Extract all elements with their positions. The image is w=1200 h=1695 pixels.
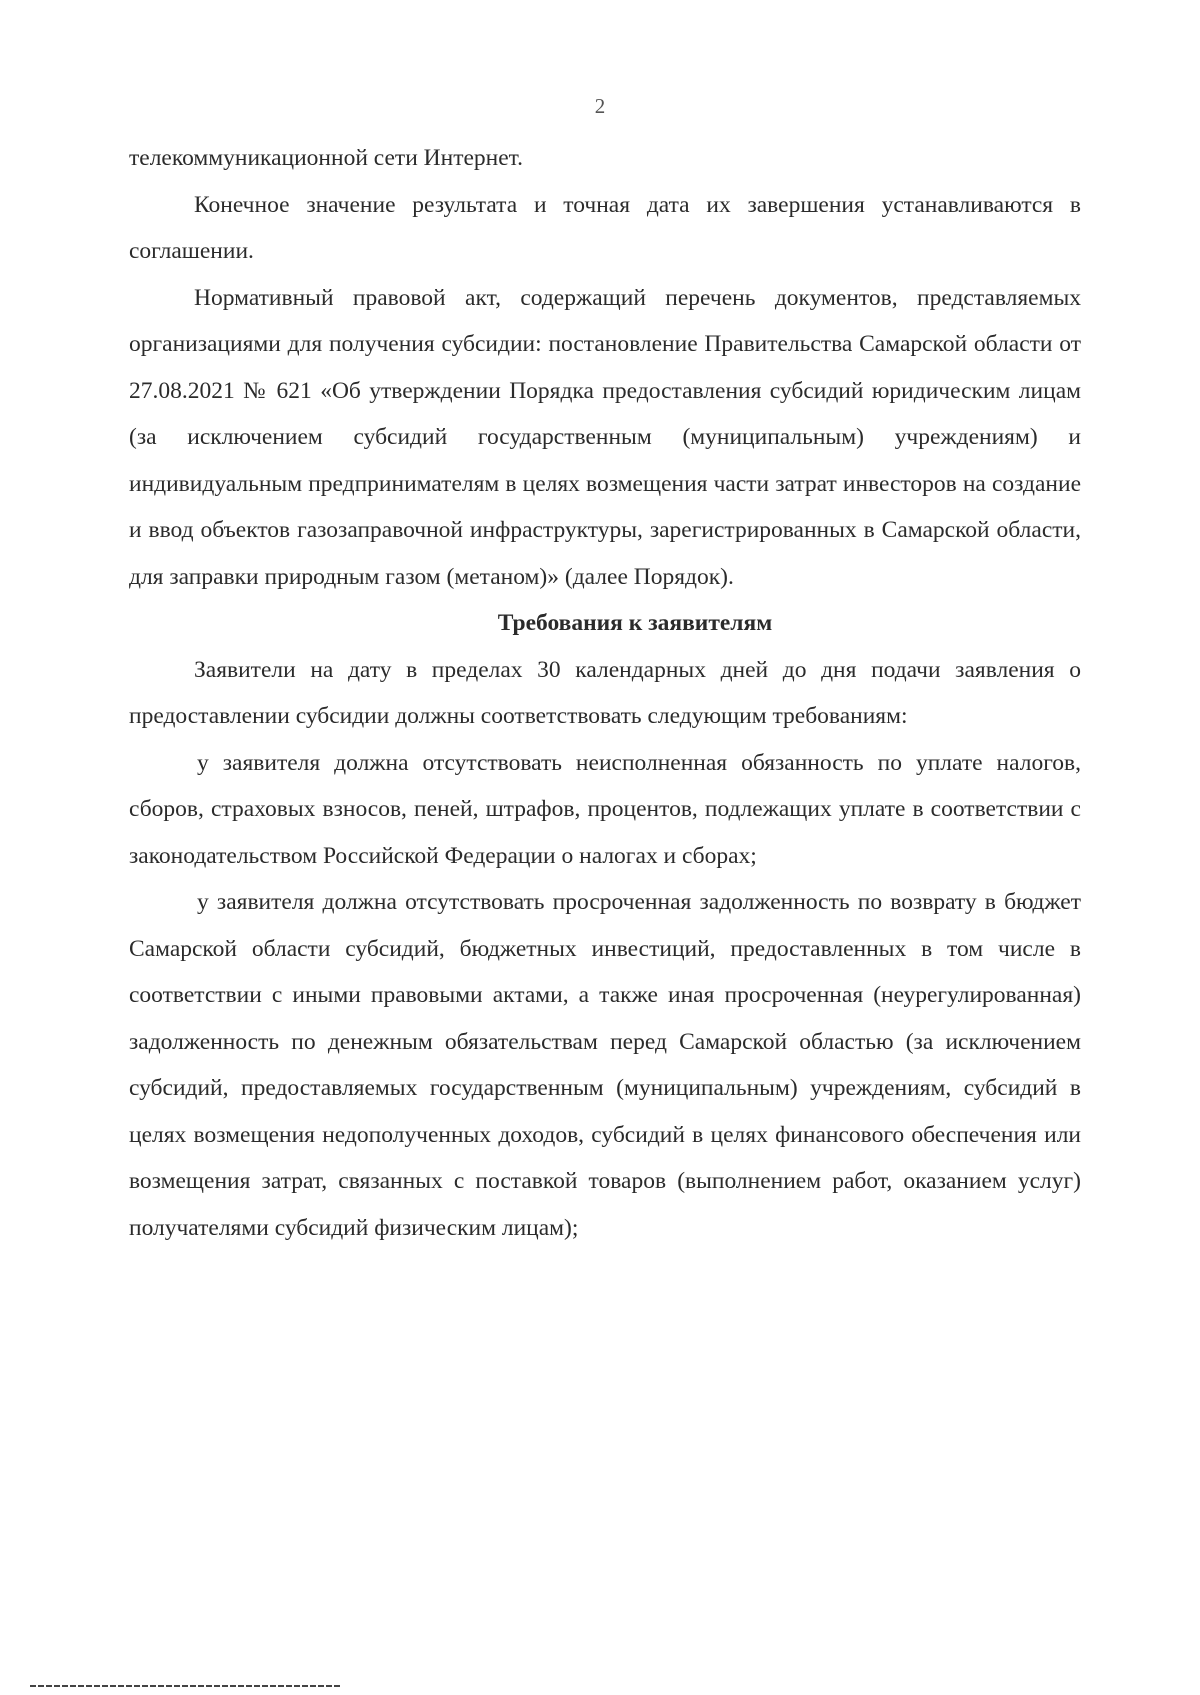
paragraph-overdue-debt: у заявителя должна отсутствовать просроченная задолженность по возврату в бюджет Самарской области субсидий, бюджетных инвестиций, предоставленных в том числе в соответствии с иными правовыми актами, а также иная просроченная (неурегулированная) задолженность по денежным обязательствам перед Самарской областью (за исключением субсидий, предоставляемых государственным (муниципальным) учреждениям, субсидий в целях возмещения недополученных доходов, субсидий в целях финансового обеспечения или возмещения затрат, связанных с поставкой товаров (выполнением работ, оказанием услуг) получателями субсидий физическим лицам); bbox=[129, 889, 1081, 1241]
paragraph-tax-obligation: у заявителя должна отсутствовать неисполненная обязанность по уплате налогов, сборов, страховых взносов, пеней, штрафов, процентов, подлежащих уплате в соответствии с законодательством Российской Федерации о налогах и сборах; bbox=[129, 749, 1081, 869]
scan-edge-rule bbox=[30, 1685, 340, 1687]
paragraph-result-value: Конечное значение результата и точная дата их завершения устанавливаются в соглашении. bbox=[129, 191, 1081, 264]
paragraph-applicants-requirements: Заявители на дату в пределах 30 календарных дней до дня подачи заявления о предоставлении субсидии должны соответствовать следующим требованиям: bbox=[129, 656, 1081, 729]
paragraph-continuation: телекоммуникационной сети Интернет. bbox=[129, 145, 524, 171]
page-number: 2 bbox=[594, 94, 606, 118]
paragraph-normative-act: Нормативный правовой акт, содержащий перечень документов, представляемых организациями для получения субсидии: постановление Правительства Самарской области от 27.08.2021 № 621 «Об утверждении Порядка предоставления субсидий юридическим лицам (за исключением субсидий государственным (муниципальным) учреждениям) и индивидуальным предпринимателям в целях возмещения части затрат инвесторов на создание и ввод объектов газозаправочной инфраструктуры, зарегистрированных в Самарской области, для заправки природным газом (метаном)» (далее Порядок). bbox=[129, 284, 1081, 590]
section-heading: Требования к заявителям bbox=[497, 610, 773, 636]
document-body bbox=[129, 135, 1081, 1251]
